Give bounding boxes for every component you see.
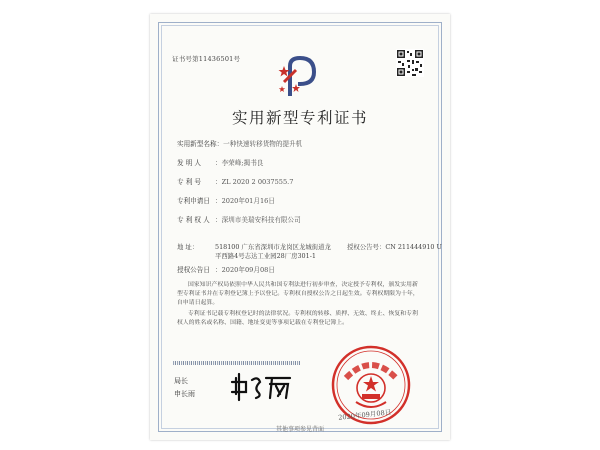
security-barcode-strip bbox=[173, 361, 301, 365]
field-value: 一种快速转移货物的提升机 bbox=[223, 140, 303, 148]
field-label: 实用新型名称 bbox=[177, 140, 217, 148]
certificate-footer-note: 其他事项参见背面 bbox=[275, 426, 324, 433]
director-signature-icon bbox=[230, 370, 294, 402]
seal-date: 2020年09月08日 bbox=[337, 408, 392, 422]
field-value: 深圳市美瑞安科技有限公司 bbox=[221, 216, 301, 224]
field-value: 李荣峰;揭书良 bbox=[221, 159, 264, 167]
director-title: 局长 bbox=[174, 377, 188, 385]
field-label: 专 利 权 人 bbox=[177, 216, 210, 224]
certificate-paragraph-legal-status: 专利证书记载专利权登记时的法律状况。专利权的转移、质押、无效、终止、恢复和专利权人的姓名或名称、国籍、地址变更等事项记载在专利登记簿上。 bbox=[177, 311, 418, 327]
field-patentee: 专 利 权 人 ：深圳市美瑞安科技有限公司 bbox=[177, 216, 301, 224]
field-value: 2020年09月08日 bbox=[221, 266, 275, 274]
certificate-number: 证书号第11436501号 bbox=[172, 55, 241, 63]
field-patent-number: 专 利 号 ：ZL 2020 2 0037555.7 bbox=[177, 178, 294, 186]
field-value: ZL 2020 2 0037555.7 bbox=[221, 178, 294, 186]
patent-certificate bbox=[150, 14, 450, 440]
field-label: 发 明 人 bbox=[177, 159, 201, 167]
field-label: 专 利 号 bbox=[177, 178, 201, 186]
field-filing-date: 专利申请日 ：2020年01月16日 bbox=[177, 197, 275, 205]
qr-code-icon bbox=[396, 49, 424, 77]
field-label: 授权公告日 bbox=[177, 266, 210, 274]
field-inventor: 发 明 人 ：李荣峰;揭书良 bbox=[177, 159, 264, 167]
field-auth-number: 授权公告号：CN 211444910 U bbox=[347, 243, 442, 251]
field-value: 2020年01月16日 bbox=[221, 197, 275, 205]
certificate-paragraph-grant: 国家知识产权局依照中华人民共和国专利法进行初步审查，决定授予专利权，颁发实用新型专利证书并在专利登记簿上予以登记。专利权自授权公告之日起生效。专利权期限为十年，自申请日起算。 bbox=[177, 282, 419, 307]
field-label: 专利申请日 bbox=[177, 197, 210, 205]
field-label: 地 址： bbox=[177, 243, 199, 251]
certificate-title: 实用新型专利证书 bbox=[231, 109, 368, 127]
field-value: 518100 广东省深圳市龙岗区龙城街道龙平西路4号志达工业园28厂房301-1 bbox=[215, 243, 331, 260]
field-auth-date: 授权公告日 ：2020年09月08日 bbox=[177, 266, 275, 274]
field-utility-model-name: 实用新型名称：一种快速转移货物的提升机 bbox=[177, 140, 303, 148]
director-name: 申长雨 bbox=[174, 390, 195, 398]
patent-office-emblem-icon bbox=[276, 52, 326, 100]
